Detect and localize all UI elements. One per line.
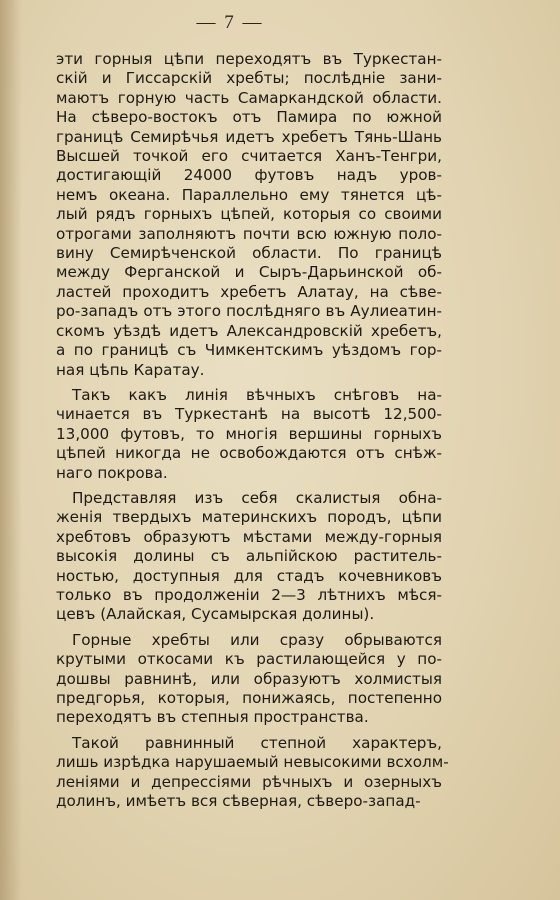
text-line: а по границѣ съ Чимкентскимъ уѣздомъ гор- (56, 341, 442, 360)
text-line: Представляя изъ себя скалистыя обна- (72, 488, 442, 507)
text-line: достигающій 24000 футовъ надъ уров- (56, 166, 442, 185)
text-line: скомъ уѣздѣ идетъ Александровскій хребетъ, (56, 321, 442, 340)
text-line: наго покрова. (56, 463, 168, 482)
text-line: переходятъ въ степныя пространства. (56, 708, 369, 727)
text-line: между Ферганской и Сыръ-Дарьинской об- (56, 263, 442, 282)
text-line: предгорья, которыя, понижаясь, постепенно (56, 689, 442, 707)
text-line: женія твердыхъ материнскихъ породъ, цѣпи (56, 508, 442, 527)
text-line: высокія долины съ альпійскою раститель- (56, 547, 442, 566)
paragraph (56, 489, 442, 625)
text-line: цѣпей никогда не освобождаются отъ снѣж- (56, 444, 442, 463)
text-line: ная цѣпь Каратау. (56, 360, 205, 379)
paragraph (56, 733, 449, 812)
text-line: хребтовъ образуютъ мѣстами между-горныя (56, 527, 442, 546)
text-line: ластей проходитъ хребетъ Алатау, на сѣве- (56, 282, 442, 301)
text-line: чинается въ Туркестанѣ на высотѣ 12,500- (56, 405, 442, 424)
text-line: лишь изрѣдка нарушаемый невысокими всхолм- (56, 753, 449, 772)
text-line: Такой равнинный степной характеръ, (72, 733, 442, 752)
paragraph (56, 386, 442, 483)
text-line: долинъ, имѣетъ вся сѣверная, сѣверо-запад- (56, 792, 421, 811)
page-number: — 7 — (196, 12, 264, 33)
text-line: Высшей точкой его считается Ханъ-Тенгри, (56, 147, 442, 166)
text-line: вину Семирѣченской области. По границѣ (56, 244, 442, 263)
paragraph (56, 50, 442, 380)
text-line: ностью, доступныя для стадъ кочевниковъ (56, 566, 442, 585)
text-line: границѣ Семирѣчья идетъ хребетъ Тянь-Шань (56, 127, 442, 146)
page-body (56, 50, 449, 811)
text-line: эти горныя цѣпи переходятъ въ Туркестан- (56, 50, 442, 68)
text-line: немъ океана. Параллельно ему тянется цѣ- (56, 185, 442, 204)
text-line: леніями и депрессіями рѣчныхъ и озерныхъ (56, 772, 442, 791)
text-line: только въ продолженіи 2—3 лѣтнихъ мѣся- (56, 585, 442, 604)
binding-shadow (0, 0, 22, 900)
text-line: На сѣверо-востокъ отъ Памира по южной (56, 108, 442, 127)
text-line: дошвы равнинѣ, или образуютъ холмистыя (56, 669, 442, 688)
text-line: крутыми откосами къ растилающейся у по- (56, 650, 442, 669)
text-line: ро-западъ отъ этого послѣдняго въ Аулиеатин- (56, 302, 442, 321)
text-line: 13,000 футовъ, то многія вершины горныхъ (56, 424, 442, 443)
text-line: скій и Гиссарскій хребты; послѣдніе зани- (56, 69, 442, 88)
paragraph (56, 631, 442, 728)
text-line: Горные хребты или сразу обрываются (72, 630, 442, 649)
text-line: Такъ какъ линія вѣчныхъ снѣговъ на- (72, 385, 442, 404)
text-line: маютъ горную часть Самаркандской области. (56, 88, 442, 107)
text-line: лый рядъ горныхъ цѣпей, которыя со своими (56, 205, 442, 224)
text-line: цевъ (Алайская, Сусамырская долины). (56, 605, 375, 624)
text-line: отрогами заполняютъ почти всю южную поло- (56, 224, 442, 243)
